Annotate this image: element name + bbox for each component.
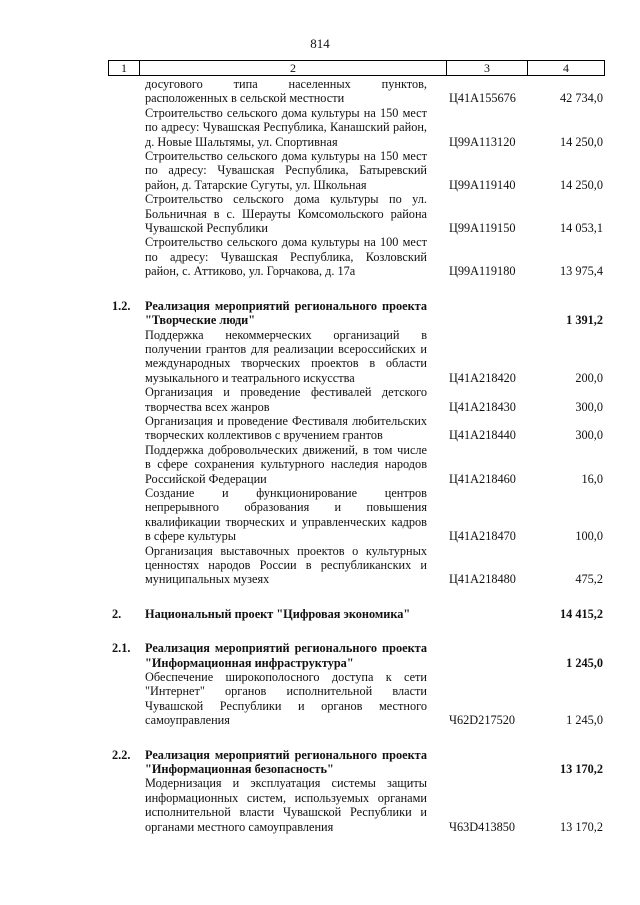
header-col-3: 3 [447,61,528,75]
table-row [108,385,605,414]
row-description: Строительство сельского дома культуры на 150 мест по адресу: Чувашская Республика, Батыревский район, д. Татарские Сугуты, ул. Школьная [145,149,427,192]
row-amount: 13 170,2 [559,819,603,834]
row-number: 2. [112,606,122,621]
table-row [108,414,605,443]
row-code: Ц41А218430 [449,399,516,414]
table-row [108,106,605,149]
row-code: Ц99А119180 [449,264,516,279]
row-description: Модернизация и эксплуатация системы защиты информационных систем, используемых органами исполнительной власти Чувашской Республики и органами местного самоуправления [145,776,427,834]
row-code: Ц99А119140 [449,177,516,192]
table-body [108,77,605,834]
row-code: Ч63D413850 [449,819,516,834]
row-number: 2.2. [112,747,131,762]
table-row [108,192,605,235]
row-description: Строительство сельского дома культуры на 100 мест по адресу: Чувашская Республика, Козловский район, с. Аттиково, ул. Горчакова, д. 17а [145,235,427,279]
row-amount: 14 250,0 [559,177,603,192]
table-row [108,641,605,670]
table-row [108,235,605,278]
row-description: Поддержка добровольческих движений, в том числе в сфере сохранения культурного наследия народов Российской Федерации [145,442,427,486]
row-description: Организация и проведение фестивалей детского творчества всех жанров [145,385,427,414]
row-amount: 1 391,2 [566,313,603,328]
row-description: Организация и проведение Фестиваля любительских творческих коллективов с вручением грантов [145,413,427,443]
row-code: Ц41А218470 [449,529,516,544]
header-col-1: 1 [109,61,140,75]
row-description: Строительство сельского дома культуры по ул. Больничная в с. Шерауты Комсомольского района Чувашской Республики [145,192,427,236]
row-code: Ц99А119150 [449,221,516,236]
row-number: 1.2. [112,298,131,313]
row-description: досугового типа населенных пунктов, расположенных в сельской местности [145,77,427,106]
header-col-4: 4 [563,61,569,75]
row-amount: 13 170,2 [559,762,603,777]
row-amount: 13 975,4 [559,264,603,279]
table-row [108,544,605,587]
row-description: Создание и функционирование центров непрерывного образования и повышения квалификации творческих и управленческих кадров в сфере культуры [145,485,427,544]
table-row [108,486,605,544]
row-amount: 16,0 [581,471,603,486]
row-amount: 300,0 [575,399,603,414]
row-amount: 300,0 [575,428,603,443]
row-description: Реализация мероприятий регионального проекта "Информационная безопасность" [145,747,427,777]
table-row [108,670,605,728]
row-description: Реализация мероприятий регионального проекта "Творческие люди" [145,298,427,328]
row-amount: 475,2 [575,572,603,587]
row-code: Ч62D217520 [449,713,516,728]
row-amount: 14 053,1 [559,221,603,236]
row-code: Ц41А218440 [449,428,516,443]
row-description: Поддержка некоммерческих организаций в получении грантов для реализации всероссийских и международных творческих проектов в области музыкального и театрального искусства [145,327,427,385]
table-header [108,60,605,76]
page-number: 814 [310,36,330,51]
table-row [108,607,605,621]
table-row [108,443,605,486]
row-amount: 14 415,2 [559,606,603,621]
row-description: Обеспечение широкополосного доступа к сети "Интернет" органов исполнительной власти Чувашской Республики и органов местного самоуправления [145,670,427,728]
header-col-2: 2 [140,61,447,75]
row-code: Ц41А218420 [449,370,516,385]
row-code: Ц41А218480 [449,572,516,587]
row-description: Национальный проект "Цифровая экономика" [145,606,411,621]
table-row [108,748,605,777]
table-row [108,776,605,834]
row-amount: 42 734,0 [559,91,603,106]
row-description: Строительство сельского дома культуры на 150 мест по адресу: Чувашская Республика, Канашский район, д. Новые Шальтямы, ул. Спортивная [145,105,427,149]
table-row [108,328,605,386]
table-row [108,149,605,192]
table-row [108,299,605,328]
row-amount: 1 245,0 [566,713,603,728]
row-amount: 1 245,0 [566,655,603,670]
row-amount: 14 250,0 [559,134,603,149]
row-code: Ц99А113120 [449,134,516,149]
row-amount: 200,0 [575,370,603,385]
row-code: Ц41А218460 [449,471,516,486]
row-code: Ц41А155676 [449,91,516,106]
row-amount: 100,0 [575,529,603,544]
row-description: Организация выставочных проектов о культурных ценностях народов России в республиканских и муниципальных музеях [145,543,427,587]
table-row [108,77,605,106]
row-description: Реализация мероприятий регионального проекта "Информационная инфраструктура" [145,641,427,670]
row-number: 2.1. [112,641,131,656]
